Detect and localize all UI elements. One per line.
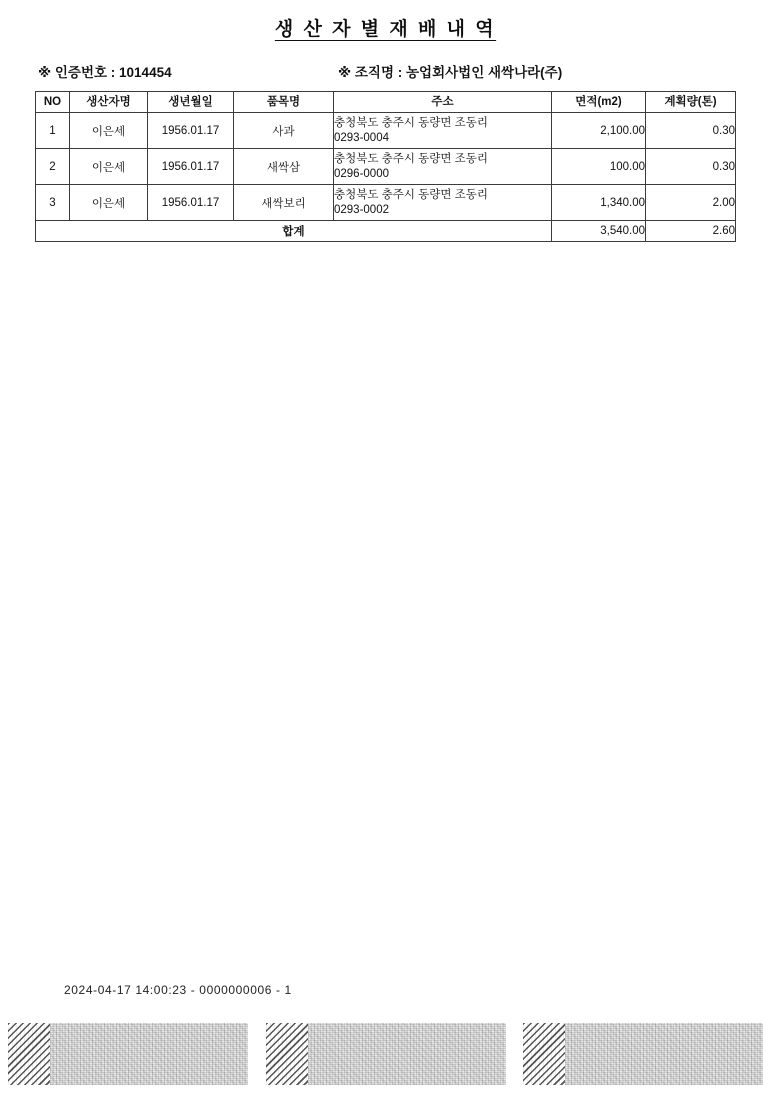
stamp-strip <box>8 1023 763 1085</box>
column-header-item: 품목명 <box>234 92 334 113</box>
page-title: 생 산 자 별 재 배 내 역 <box>274 19 497 40</box>
column-header-address: 주소 <box>334 92 552 113</box>
cell-no: 2 <box>36 149 70 185</box>
table-summary-row <box>36 221 736 242</box>
cell-birth: 1956.01.17 <box>148 113 234 149</box>
cell-address <box>334 185 552 221</box>
cell-no: 3 <box>36 185 70 221</box>
stamp-mark-right <box>523 1023 763 1085</box>
cell-item: 새싹보리 <box>234 185 334 221</box>
table-row <box>36 185 736 221</box>
cell-plan: 2.00 <box>646 185 736 221</box>
cell-area: 1,340.00 <box>552 185 646 221</box>
table-body <box>36 113 736 242</box>
table-row <box>36 149 736 185</box>
column-header-birth: 생년월일 <box>148 92 234 113</box>
summary-plan: 2.60 <box>646 221 736 242</box>
cell-birth: 1956.01.17 <box>148 149 234 185</box>
address-line-1: 충청북도 충주시 동량면 조동리 <box>334 152 489 165</box>
cell-plan: 0.30 <box>646 113 736 149</box>
cell-producer: 이은세 <box>70 113 148 149</box>
address-line-2: 0293-0002 <box>334 203 389 216</box>
column-header-area: 면적(m2) <box>552 92 646 113</box>
cell-address <box>334 149 552 185</box>
address-line-1: 충청북도 충주시 동량면 조동리 <box>334 116 489 129</box>
cell-item: 새싹삼 <box>234 149 334 185</box>
table-header <box>36 92 736 113</box>
address-line-1: 충청북도 충주시 동량면 조동리 <box>334 188 489 201</box>
cell-plan: 0.30 <box>646 149 736 185</box>
summary-area: 3,540.00 <box>552 221 646 242</box>
column-header-plan: 계획량(톤) <box>646 92 736 113</box>
cell-birth: 1956.01.17 <box>148 185 234 221</box>
column-header-no: NO <box>36 92 70 113</box>
summary-label: 합계 <box>36 221 552 242</box>
address-line-2: 0296-0000 <box>334 167 389 180</box>
stamp-mark-center <box>266 1023 506 1085</box>
cell-area: 100.00 <box>552 149 646 185</box>
certification-number: ※ 인증번호 : 1014454 <box>38 65 172 80</box>
footer-timestamp: 2024-04-17 14:00:23 - 0000000006 - 1 <box>64 983 292 997</box>
cell-item: 사과 <box>234 113 334 149</box>
address-line-2: 0293-0004 <box>334 131 389 144</box>
table-header-row <box>36 92 736 113</box>
organization-name: ※ 조직명 : 농업회사법인 새싹나라(주) <box>338 65 563 80</box>
cell-producer: 이은세 <box>70 149 148 185</box>
column-header-producer: 생산자명 <box>70 92 148 113</box>
cultivation-table <box>35 91 736 242</box>
document-meta <box>0 61 771 81</box>
cell-no: 1 <box>36 113 70 149</box>
table-row <box>36 113 736 149</box>
cell-address <box>334 113 552 149</box>
cell-producer: 이은세 <box>70 185 148 221</box>
cell-area: 2,100.00 <box>552 113 646 149</box>
stamp-mark-left <box>8 1023 248 1085</box>
